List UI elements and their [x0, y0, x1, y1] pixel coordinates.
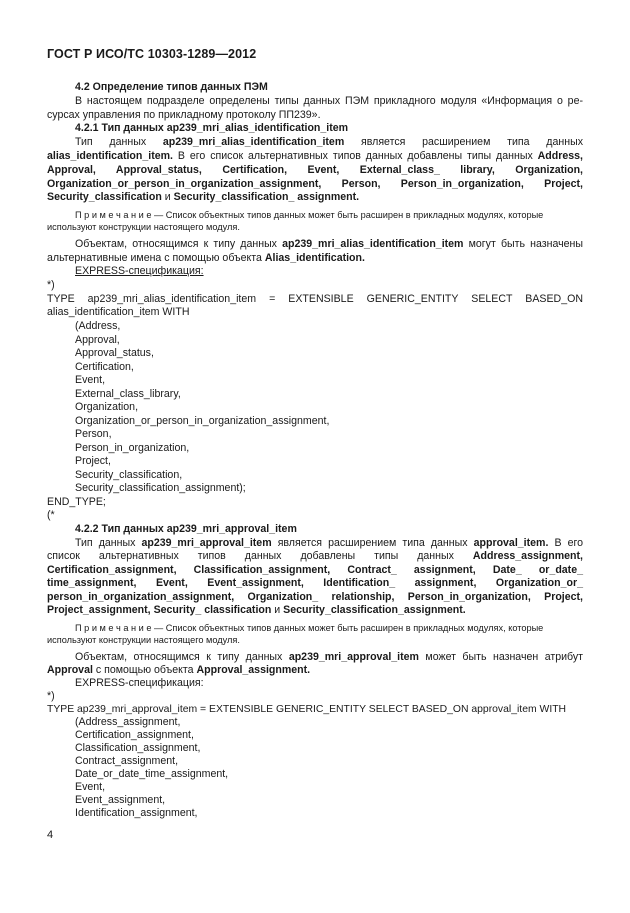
express-item: (Address_assignment,: [75, 716, 181, 728]
paragraph-line: Project_assignment, Security_ classification и Security_classification_assignment.: [47, 604, 466, 616]
express-item: Person,: [75, 428, 112, 440]
paragraph-line: сурсах управления по прикладному протоколу ПП239».: [47, 109, 321, 121]
express-item: Certification,: [75, 361, 134, 373]
express-item: Event,: [75, 374, 106, 386]
paragraph-line: Тип данных ap239_mri_approval_item является расширением типа данных approval_item. В его: [75, 537, 584, 549]
paragraph-line: Security_classification и Security_classification_ assignment.: [47, 191, 360, 203]
paragraph-line: person_in_organization_assignment, Organization_ relationship, Person_in_organization, Project,: [47, 591, 583, 603]
express-item: Security_classification_assignment);: [75, 482, 246, 494]
express-comment: *): [47, 279, 55, 291]
express-item: Identification_assignment,: [75, 807, 198, 819]
express-item: Organization,: [75, 401, 139, 413]
paragraph-line: альтернативные имена с помощью объекта Alias_identification.: [47, 252, 365, 264]
express-item: (Address,: [75, 320, 121, 332]
express-item: Approval_status,: [75, 347, 154, 359]
paragraph-line: alias_identification_item. В его список альтернативных типов данных добавлены типы данных Address,: [47, 150, 583, 162]
paragraph-line: Объектам, относящимся к типу данных ap239_mri_approval_item может быть назначен атрибут: [75, 651, 583, 663]
express-comment: (*: [47, 509, 55, 521]
note-line: П р и м е ч а н и е — Список объектных типов данных может быть расширен в прикладных модулях, которые: [75, 623, 544, 633]
express-item: Classification_assignment,: [75, 742, 201, 754]
express-item: Contract_assignment,: [75, 755, 179, 767]
express-label: EXPRESS-спецификация:: [75, 677, 204, 689]
paragraph-line: Organization_or_person_in_organization_assignment, Person, Person_in_organization, Project,: [47, 178, 583, 190]
section-heading-4-2: 4.2 Определение типов данных ПЭМ: [75, 81, 268, 93]
express-label: EXPRESS-спецификация:: [75, 265, 204, 277]
note-line: используют конструкции настоящего модуля.: [47, 222, 240, 232]
paragraph-line: time_assignment, Event, Event_assignment, Identification_ assignment, Organization_or_: [47, 577, 583, 589]
express-code-line: TYPE ap239_mri_approval_item = EXTENSIBLE GENERIC_ENTITY SELECT BASED_ON approval_item WITH: [47, 704, 567, 715]
document-header: ГОСТ Р ИСО/ТС 10303-1289—2012: [47, 47, 257, 61]
paragraph-line: Тип данных ap239_mri_alias_identification_item является расширением типа данных: [75, 136, 583, 148]
express-code-line: END_TYPE;: [47, 496, 106, 508]
express-item: Project,: [75, 455, 111, 467]
page-number: 4: [47, 829, 54, 841]
express-item: Certification_assignment,: [75, 729, 194, 741]
express-item: External_class_library,: [75, 388, 181, 400]
express-item: Person_in_organization,: [75, 442, 190, 454]
express-code-line: alias_identification_item WITH: [47, 306, 190, 318]
section-heading-4-2-2: 4.2.2 Тип данных ap239_mri_approval_item: [75, 523, 297, 535]
note-line: П р и м е ч а н и е — Список объектных типов данных может быть расширен в прикладных модулях, которые: [75, 210, 544, 220]
express-item: Security_classification,: [75, 469, 183, 481]
express-code-line: TYPE ap239_mri_alias_identification_item = EXTENSIBLE GENERIC_ENTITY SELECT BASED_ON: [47, 293, 583, 305]
paragraph-line: В настоящем подразделе определены типы данных ПЭМ прикладного модуля «Информация о ре-: [75, 95, 583, 107]
express-comment: *): [47, 690, 55, 702]
express-item: Approval,: [75, 334, 120, 346]
paragraph-line: Approval с помощью объекта Approval_assignment.: [47, 664, 311, 676]
paragraph-line: список альтернативных типов данных добавлены типы данных Address_assignment,: [47, 550, 583, 562]
section-heading-4-2-1: 4.2.1 Тип данных ap239_mri_alias_identification_item: [75, 122, 349, 134]
express-item: Organization_or_person_in_organization_assignment,: [75, 415, 330, 427]
express-item: Event_assignment,: [75, 794, 166, 806]
note-line: используют конструкции настоящего модуля.: [47, 635, 240, 645]
express-item: Date_or_date_time_assignment,: [75, 768, 229, 780]
paragraph-line: Approval, Approval_status, Certification, Event, External_class_ library, Organization,: [47, 164, 583, 176]
paragraph-line: Certification_assignment, Classification_assignment, Contract_ assignment, Date_ or_date_: [47, 564, 583, 576]
express-item: Event,: [75, 781, 106, 793]
paragraph-line: Объектам, относящимся к типу данных ap239_mri_alias_identification_item могут быть назначены: [75, 238, 584, 250]
